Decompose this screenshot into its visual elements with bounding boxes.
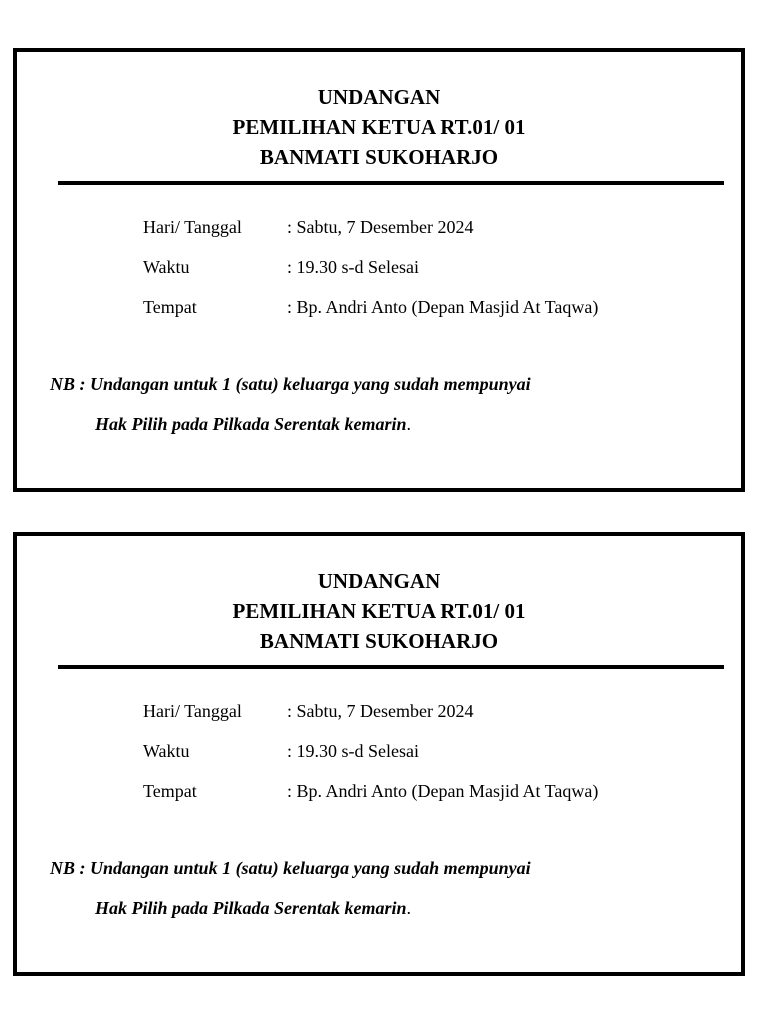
date-value: : Sabtu, 7 Desember 2024 xyxy=(287,217,474,237)
invitation-card-2 xyxy=(13,532,745,976)
note-block xyxy=(50,848,531,928)
detail-row-time xyxy=(143,247,598,287)
title-line-2: PEMILIHAN KETUA RT.01/ 01 xyxy=(232,599,526,623)
invitation-title xyxy=(17,82,741,172)
detail-row-time xyxy=(143,731,598,771)
note-end: . xyxy=(406,414,412,434)
event-details xyxy=(143,691,598,811)
event-details xyxy=(143,207,598,327)
time-value: : 19.30 s-d Selesai xyxy=(287,257,419,277)
place-label: Tempat xyxy=(143,297,197,317)
date-label: Hari/ Tanggal xyxy=(143,217,242,237)
title-line-1: UNDANGAN xyxy=(317,569,441,593)
place-label: Tempat xyxy=(143,781,197,801)
date-label: Hari/ Tanggal xyxy=(143,701,242,721)
detail-row-place xyxy=(143,287,598,327)
note-line-2 xyxy=(50,404,531,444)
invitation-card-1 xyxy=(13,48,745,492)
time-label: Waktu xyxy=(143,257,190,277)
place-value: : Bp. Andri Anto (Depan Masjid At Taqwa) xyxy=(287,297,599,317)
title-line-1: UNDANGAN xyxy=(317,85,441,109)
time-label: Waktu xyxy=(143,741,190,761)
note-line-2-text: Hak Pilih pada Pilkada Serentak kemarin xyxy=(95,898,407,918)
detail-row-date xyxy=(143,691,598,731)
date-value: : Sabtu, 7 Desember 2024 xyxy=(287,701,474,721)
divider-rule xyxy=(58,665,724,669)
detail-row-date xyxy=(143,207,598,247)
time-value: : 19.30 s-d Selesai xyxy=(287,741,419,761)
title-line-3: BANMATI SUKOHARJO xyxy=(259,629,499,653)
note-line-2-text: Hak Pilih pada Pilkada Serentak kemarin xyxy=(95,414,407,434)
title-line-3: BANMATI SUKOHARJO xyxy=(259,145,499,169)
detail-row-place xyxy=(143,771,598,811)
invitation-title xyxy=(17,566,741,656)
divider-rule xyxy=(58,181,724,185)
note-end: . xyxy=(406,898,412,918)
place-value: : Bp. Andri Anto (Depan Masjid At Taqwa) xyxy=(287,781,599,801)
note-block xyxy=(50,364,531,444)
note-line-2 xyxy=(50,888,531,928)
title-line-2: PEMILIHAN KETUA RT.01/ 01 xyxy=(232,115,526,139)
note-line-1: NB : Undangan untuk 1 (satu) keluarga yang sudah mempunyai xyxy=(50,374,531,394)
note-line-1: NB : Undangan untuk 1 (satu) keluarga yang sudah mempunyai xyxy=(50,858,531,878)
